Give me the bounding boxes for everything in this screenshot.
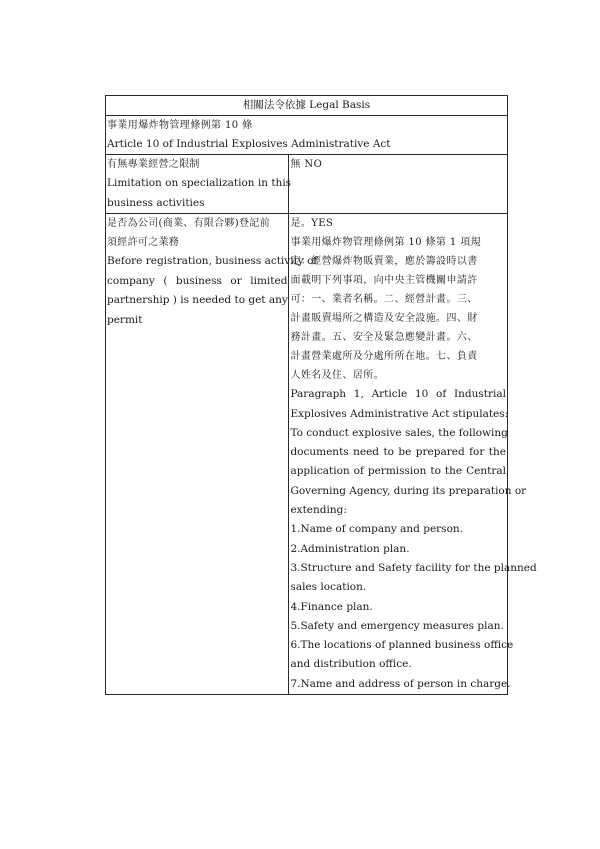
permit-answer-en-line: application of permission to the Central xyxy=(290,465,506,478)
permit-answer-zh-line: 可：一、業者名稱。二、經營計畫。三、 xyxy=(290,294,478,306)
permit-answer-zh-line: 定：經營爆炸物販賣業，應於籌設時以書 xyxy=(290,256,478,268)
permit-label-en-line: permit xyxy=(107,313,143,326)
permit-answer-en-line: To conduct explosive sales, the following xyxy=(290,426,508,439)
permit-answer-zh-line: 計畫販賣場所之構造及安全設施。四、財 xyxy=(290,313,478,325)
permit-answer-zh-line: 事業用爆炸物管理條例第 10 條第 1 項規 xyxy=(290,237,482,249)
limitation-row xyxy=(106,155,508,214)
list-item: sales location. xyxy=(290,581,367,594)
list-item: 7.Name and address of person in charge. xyxy=(290,677,511,690)
basis-cell xyxy=(106,116,508,155)
permit-label-en-line: company ( business or limited xyxy=(107,274,288,287)
table-header: 相關法令依據 Legal Basis xyxy=(106,96,508,116)
basis-row xyxy=(106,116,508,155)
permit-label-zh xyxy=(107,214,287,252)
list-item: 6.The locations of planned business office xyxy=(290,639,514,652)
limitation-label-en-line: business activities xyxy=(107,196,205,209)
permit-answer-head: 是。YES xyxy=(290,218,334,230)
permit-answer-en-line: Governing Agency, during its preparation or xyxy=(290,484,527,497)
permit-answer-zh-line: 務計畫。五、安全及緊急應變計畫。六、 xyxy=(290,332,478,344)
permit-answer-en-line: extending: xyxy=(290,504,347,517)
permit-label-zh-line: 是否為公司(商業、有限合夥)登記前 xyxy=(107,218,270,230)
list-item: and distribution office. xyxy=(290,658,412,671)
permit-row xyxy=(106,214,508,695)
permit-answer-en xyxy=(290,385,527,520)
permit-label-zh-line: 須經許可之業務 xyxy=(107,237,180,249)
legal-basis-table xyxy=(105,95,537,695)
permit-answer-en-line: Paragraph 1, Article 10 of Industrial xyxy=(290,388,506,401)
permit-answer-zh-line: 人姓名及住、居所。 xyxy=(290,370,385,382)
limitation-label-zh: 有無專業經營之限制 xyxy=(107,159,200,171)
permit-answer-zh-line: 計畫營業處所及分處所所在地。七、負責 xyxy=(290,351,478,363)
permit-items-list xyxy=(290,520,537,694)
list-item: 4.Finance plan. xyxy=(290,600,373,613)
permit-label-en xyxy=(107,252,318,330)
basis-en: Article 10 of Industrial Explosives Administrative Act xyxy=(107,138,391,150)
permit-answer-en-line: documents need to be prepared for the xyxy=(290,446,506,459)
list-item: 5.Safety and emergency measures plan. xyxy=(290,619,504,632)
permit-answer-zh xyxy=(290,233,506,385)
limitation-label-en xyxy=(107,174,292,213)
header-row xyxy=(106,96,508,116)
permit-answer-en-line: Explosives Administrative Act stipulates: xyxy=(290,407,509,420)
limitation-answer: 無 NO xyxy=(290,159,323,171)
limitation-answer-cell xyxy=(289,155,508,214)
limitation-label-en-line: Limitation on specialization in this xyxy=(107,177,292,190)
basis-zh: 事業用爆炸物管理條例第 10 條 xyxy=(107,120,253,131)
permit-answer-zh-line: 面載明下列事項，向中央主管機關申請許 xyxy=(290,275,478,287)
list-item: 1.Name of company and person. xyxy=(290,523,463,536)
permit-label-en-line: partnership ) is needed to get any xyxy=(107,294,288,307)
list-item: 2.Administration plan. xyxy=(290,542,410,555)
permit-label-en-line: Before registration, business activity of xyxy=(107,255,318,268)
limitation-label-cell xyxy=(106,155,292,214)
permit-answer-cell xyxy=(289,214,537,695)
list-item: 3.Structure and Safety facility for the planned xyxy=(290,561,537,574)
